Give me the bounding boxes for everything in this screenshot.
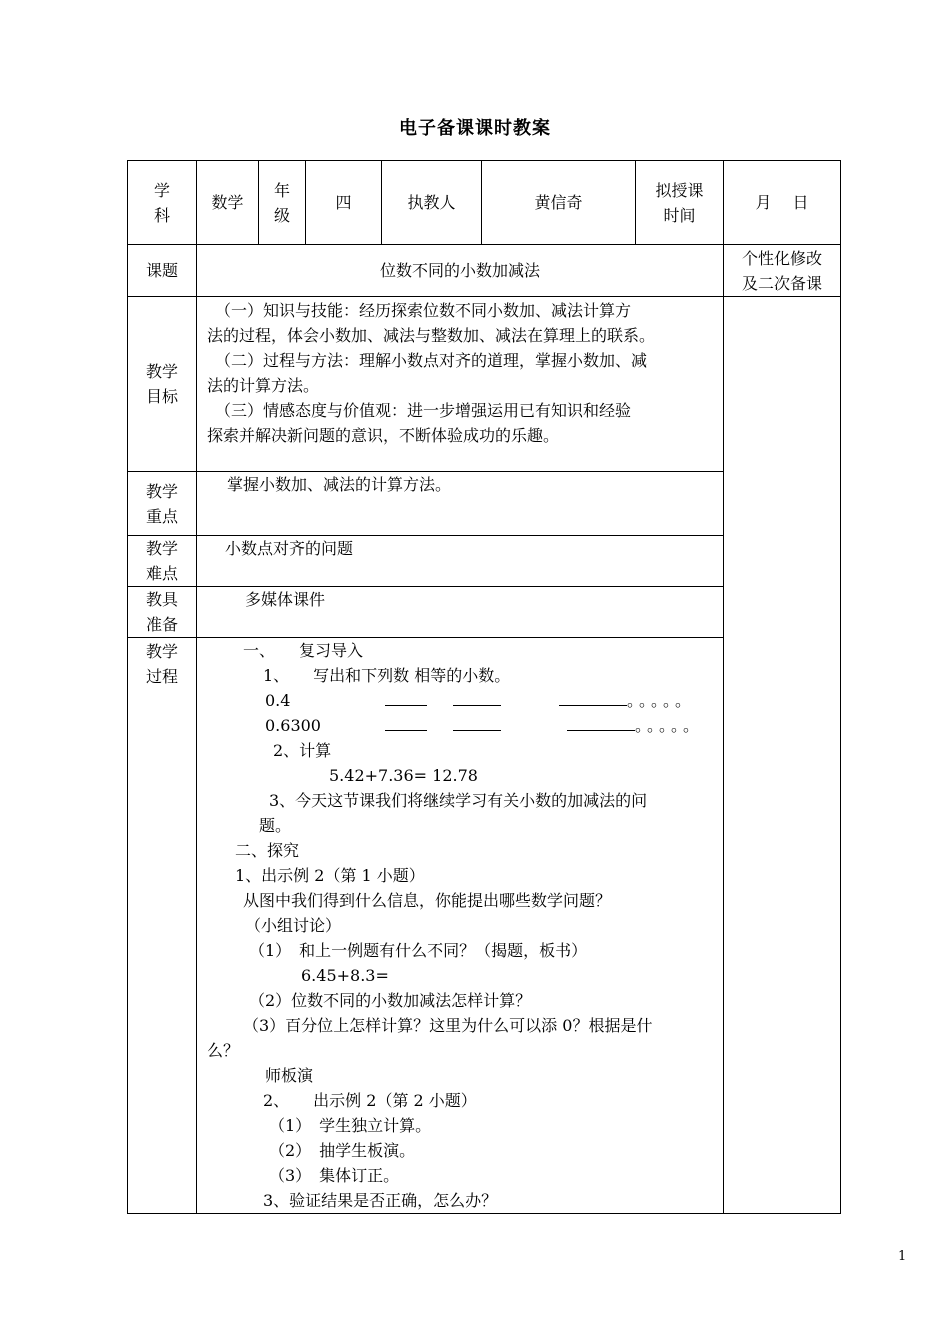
- objective-line: （一）知识与技能：经历探索位数不同小数加、减法计算方: [207, 301, 632, 320]
- answer-blank: [385, 691, 427, 706]
- topic-label: 课题: [128, 245, 197, 297]
- objective-line: （三）情感态度与价值观：进一步增强运用已有知识和经验: [207, 401, 632, 420]
- topic-value: 位数不同的小数加减法: [197, 245, 724, 297]
- time-label: 拟授课 时间: [636, 161, 724, 245]
- page-number: 1: [898, 1249, 907, 1264]
- process-line: （3）百分位上怎样计算？这里为什么可以添 0？根据是什: [243, 1016, 653, 1035]
- answer-blank: [559, 691, 627, 706]
- answer-blank: [567, 716, 635, 731]
- tools-value: 多媒体课件: [197, 587, 724, 638]
- grade-value: 四: [306, 161, 382, 245]
- process-line: 1、 写出和下列数 相等的小数。: [263, 666, 511, 685]
- number-line: [207, 688, 723, 713]
- process-line: （1） 和上一例题有什么不同？（揭题，板书）: [249, 941, 588, 960]
- ellipsis-dots: 。。。。。: [635, 716, 704, 735]
- objective-line: 法的计算方法。: [207, 376, 320, 395]
- process-line: 题。: [259, 816, 292, 835]
- teacher-label: 执教人: [382, 161, 482, 245]
- process-line: 从图中我们得到什么信息，你能提出哪些数学问题？: [243, 891, 612, 910]
- process-line: （2） 抽学生板演。: [269, 1141, 416, 1160]
- process-line: （2）位数不同的小数加减法怎样计算？: [249, 991, 532, 1010]
- process-line: （1） 学生独立计算。: [269, 1116, 432, 1135]
- date-value: 月 日: [724, 161, 841, 245]
- process-line: 2、 出示例 2（第 2 小题）: [263, 1091, 477, 1110]
- answer-blank: [453, 691, 501, 706]
- process-line: 2、计算: [273, 741, 332, 760]
- answer-blank: [453, 716, 501, 731]
- number-line: [207, 713, 723, 738]
- subject-label: 学 科: [128, 161, 197, 245]
- process-line: 3、今天这节课我们将继续学习有关小数的加减法的问: [269, 791, 648, 810]
- process-line: 么？: [207, 1041, 240, 1060]
- ellipsis-dots: 。。。。。: [627, 691, 696, 710]
- topic-row: [128, 245, 841, 297]
- difficulty-label: 教学 难点: [128, 536, 197, 587]
- objectives-content: [197, 297, 724, 472]
- process-line: 6.45+8.3=: [301, 966, 389, 985]
- key-label: 教学 重点: [128, 472, 197, 536]
- number-text: 0.6300: [265, 716, 321, 735]
- process-line: 1、出示例 2（第 1 小题）: [235, 866, 425, 885]
- objectives-label: 教学 目标: [128, 297, 197, 472]
- objective-line: （二）过程与方法：理解小数点对齐的道理，掌握小数加、减: [207, 351, 648, 370]
- header-row: [128, 161, 841, 245]
- process-line: 5.42+7.36= 12.78: [329, 766, 478, 785]
- process-line: 3、验证结果是否正确，怎么办？: [263, 1191, 498, 1210]
- process-label: 教学 过程: [128, 638, 197, 1214]
- process-line: 师板演: [265, 1066, 314, 1085]
- personal-label: 个性化修改 及二次备课: [724, 245, 841, 297]
- process-content: [197, 638, 724, 1214]
- grade-label: 年 级: [259, 161, 306, 245]
- process-line: 二、探究: [235, 841, 300, 860]
- answer-blank: [385, 716, 427, 731]
- difficulty-value: 小数点对齐的问题: [197, 536, 724, 587]
- page-title: 电子备课课时教案: [399, 118, 551, 139]
- key-value: 掌握小数加、减法的计算方法。: [197, 472, 724, 536]
- process-line: （小组讨论）: [245, 916, 342, 935]
- tools-label: 教具 准备: [128, 587, 197, 638]
- objectives-row: [128, 297, 841, 472]
- lesson-plan-table: [127, 160, 841, 1214]
- objective-line: 探索并解决新问题的意识，不断体验成功的乐趣。: [207, 426, 560, 445]
- process-line: （3） 集体订正。: [269, 1166, 400, 1185]
- subject-value: 数学: [197, 161, 259, 245]
- objective-line: 法的过程，体会小数加、减法与整数加、减法在算理上的联系。: [207, 326, 656, 345]
- teacher-value: 黄信奇: [482, 161, 636, 245]
- number-text: 0.4: [265, 691, 291, 710]
- process-line: 一、 复习导入: [243, 641, 364, 660]
- personal-notes-cell: [724, 297, 841, 1214]
